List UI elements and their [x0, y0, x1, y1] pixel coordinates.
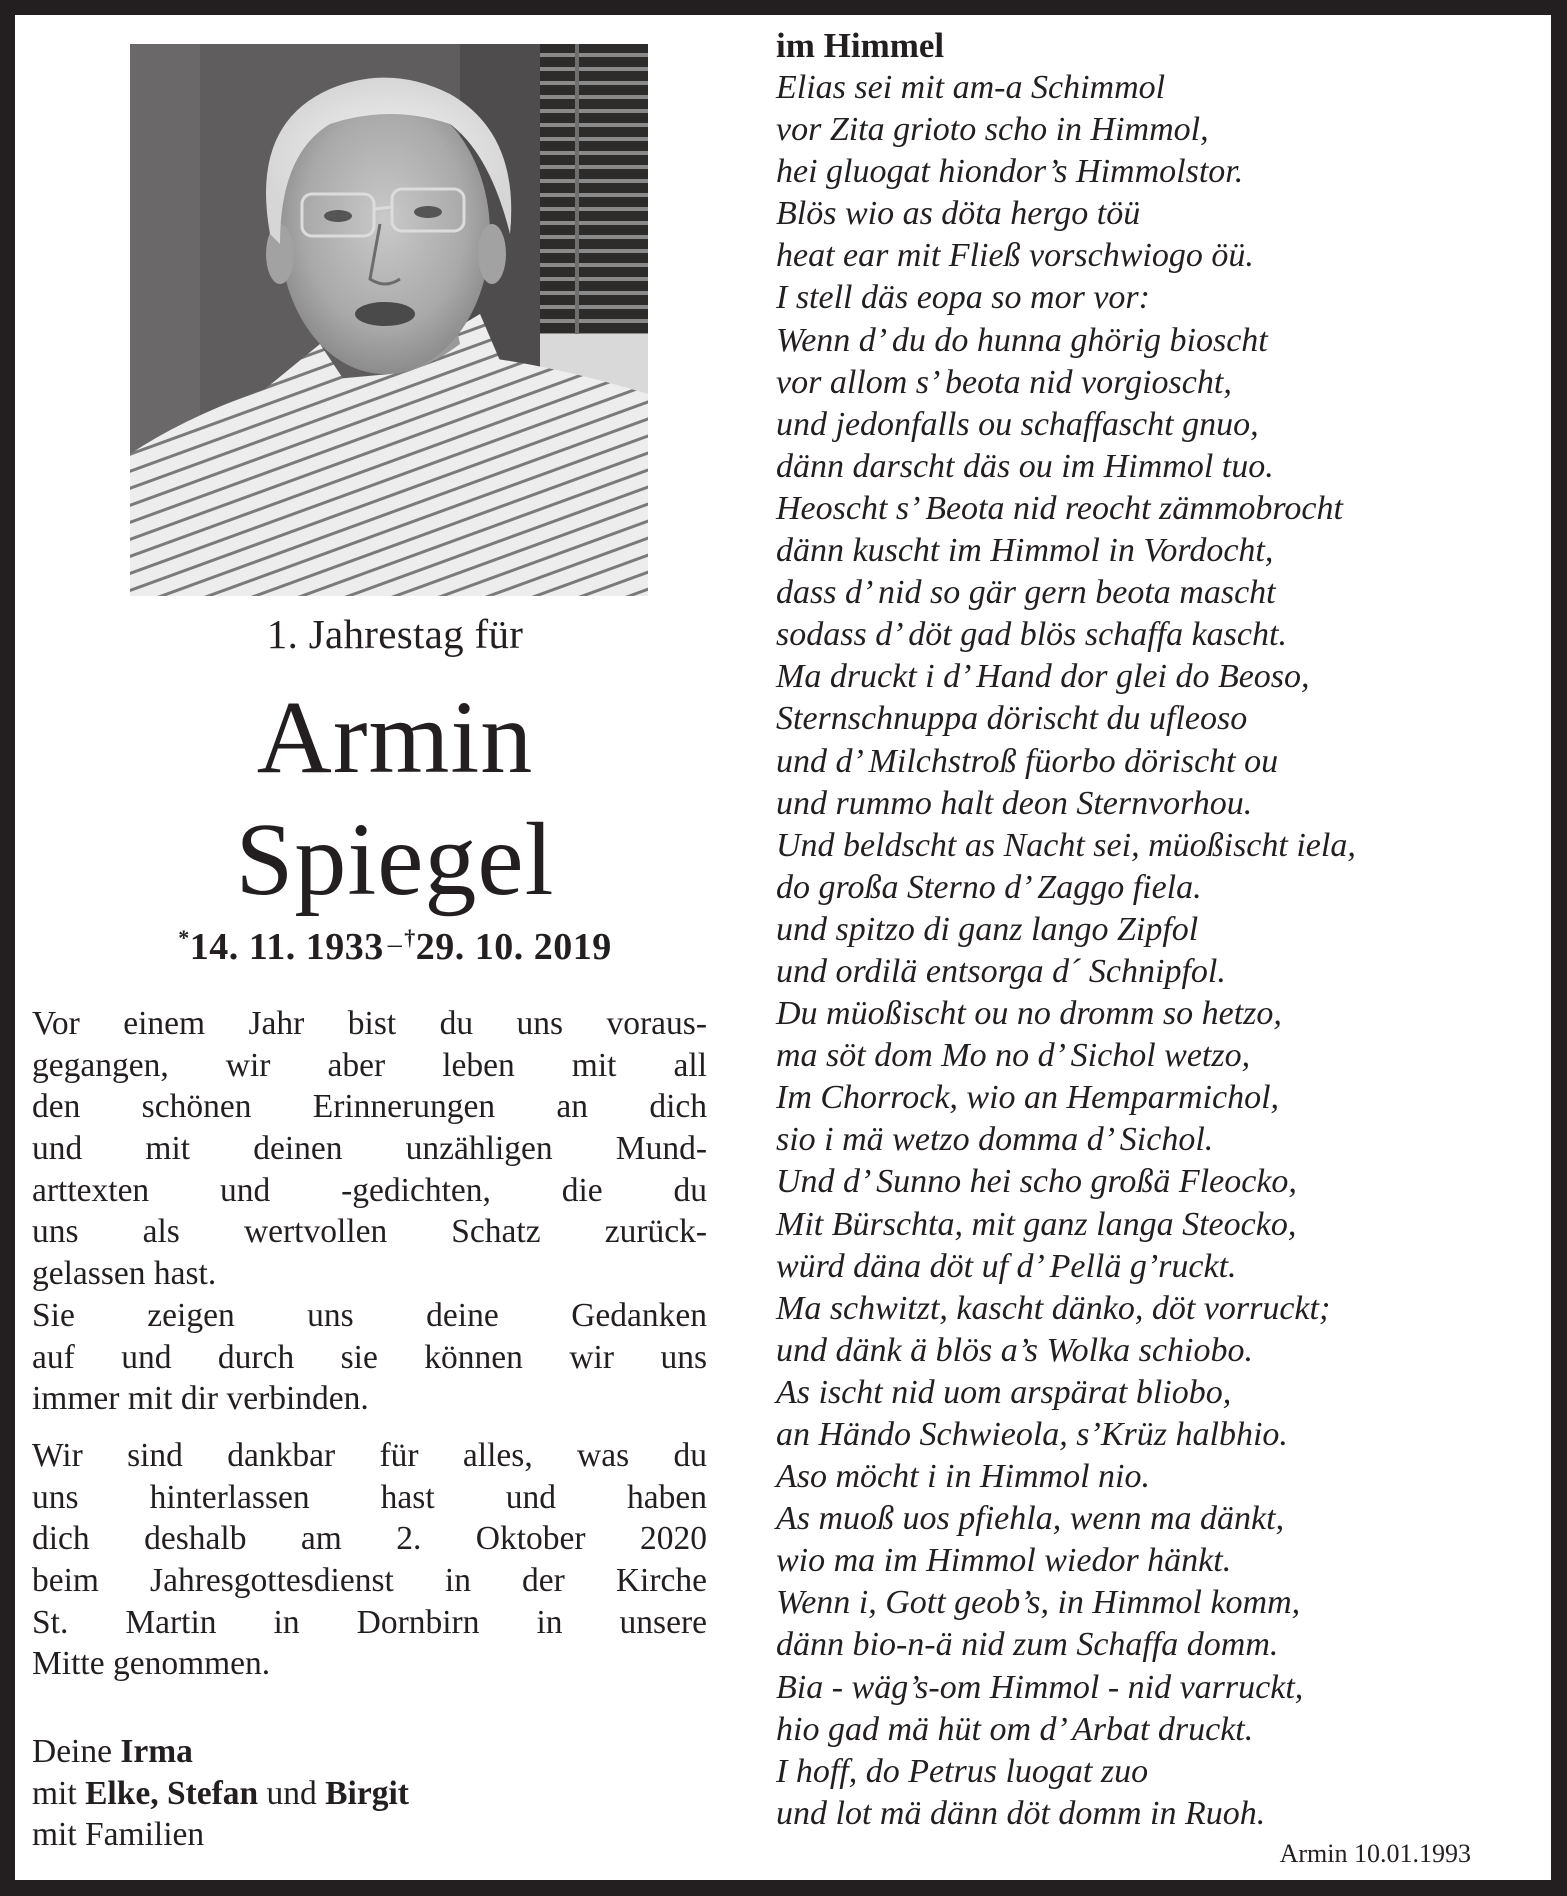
- obituary-page: [15, 15, 1551, 1880]
- poem-line: dass d’ nid so gär gern beota mascht: [776, 574, 1276, 612]
- birth-star-icon: *: [178, 925, 190, 950]
- text-line: beim Jahresgottesdienst in der Kirche: [32, 1562, 707, 1600]
- poem-line: Und d’ Sunno hei scho großä Fleocko,: [776, 1163, 1297, 1201]
- poem-line: dänn darscht däs ou im Himmol tuo.: [776, 447, 1274, 485]
- poem-line: an Händo Schwieola, s’Krüz halbhio.: [776, 1416, 1288, 1453]
- text-line: Mitte genommen.: [32, 1645, 271, 1683]
- poem-line: Ma schwitzt, kascht dänko, döt vorruckt;: [776, 1289, 1331, 1327]
- poem-line: Bia - wäg’s-om Himmol - nid varruckt,: [776, 1668, 1304, 1706]
- signoff-text: und: [258, 1774, 326, 1812]
- poem-line: As muoß uos pfiehla, wenn ma dänkt,: [776, 1500, 1285, 1538]
- portrait-image: [130, 44, 648, 596]
- text-line: Sie zeigen uns deine Gedanken: [32, 1296, 707, 1334]
- poem-title: im Himmel: [776, 26, 945, 65]
- signoff-line-2: [32, 1773, 409, 1815]
- portrait-photo: [130, 44, 648, 596]
- birth-date: 14. 11. 1933: [189, 926, 384, 968]
- poem-line: I stell däs eopa so mor vor:: [776, 279, 1150, 317]
- poem-line: und ordilä entsorga d´ Schnipfol.: [776, 952, 1226, 990]
- text-line: und mit deinen unzähligen Mund-: [32, 1130, 707, 1168]
- signoff-line-3: mit Familien: [32, 1816, 205, 1853]
- signoff-name-birgit: Birgit: [325, 1774, 409, 1812]
- poem-line: Und beldscht as Nacht sei, müoßischt iela,: [776, 826, 1356, 864]
- poem-line: Sternschnuppa dörischt du ufleoso: [776, 700, 1248, 738]
- poem-line: I hoff, do Petrus luogat zuo: [776, 1752, 1149, 1790]
- poem-line: As ischt nid uom arspärat bliobo,: [776, 1373, 1232, 1411]
- poem-line: Mit Bürschta, mit ganz langa Steocko,: [776, 1205, 1297, 1243]
- life-dates: [85, 915, 705, 970]
- poem-line: Blös wio as döta hergo töü: [776, 195, 1141, 233]
- text-line: den schönen Erinnerungen an dich: [32, 1088, 707, 1126]
- poem-line: Heoscht s’ Beota nid reocht zämmobrocht: [776, 489, 1343, 527]
- poem-line: vor Zita grioto scho in Himmol,: [776, 111, 1209, 149]
- poem-line: würd däna döt uf d’ Pellä g’ruckt.: [776, 1247, 1237, 1285]
- signoff-names-children: Elke, Stefan: [85, 1774, 259, 1812]
- signoff-name-irma: Irma: [120, 1733, 193, 1770]
- poem-line: Du müoßischt ou no dromm so hetzo,: [776, 995, 1282, 1033]
- poem-signature: Armin 10.01.1993: [1279, 1839, 1471, 1868]
- poem-line: heat ear mit Fließ vorschwiogo öü.: [776, 237, 1254, 275]
- text-line: Vor einem Jahr bist du uns voraus-: [32, 1005, 707, 1042]
- poem-line: und rummo halt deon Sternvorhou.: [776, 784, 1253, 822]
- poem-line: Wenn i, Gott geob’s, in Himmol komm,: [776, 1584, 1301, 1622]
- poem-line: sio i mä wetzo domma d’ Sichol.: [776, 1121, 1214, 1159]
- poem-line: Im Chorrock, wio an Hemparmichol,: [776, 1079, 1280, 1117]
- poem-line: und d’ Milchstroß füorbo dörischt ou: [776, 742, 1279, 780]
- poem-line: und spitzo di ganz lango Zipfol: [776, 910, 1199, 948]
- text-line: gelassen hast.: [32, 1255, 217, 1293]
- first-name: Armin: [256, 680, 534, 795]
- signoff-text: mit: [32, 1774, 86, 1812]
- memorial-paragraph-1: [32, 1003, 707, 1420]
- date-separator: –: [387, 929, 403, 960]
- text-line: gegangen, wir aber leben mit all: [32, 1046, 707, 1084]
- anniversary-label: 1. Jahrestag für: [266, 611, 524, 657]
- text-line: arttexten und -gedichten, die du: [32, 1171, 707, 1209]
- signoff-text: Deine: [32, 1733, 121, 1770]
- poem-line: wio ma im Himmol wiedor hänkt.: [776, 1542, 1232, 1580]
- poem-line: vor allom s’ beota nid vorgioscht,: [776, 363, 1232, 401]
- poem-line: hei gluogat hiondor’s Himmolstor.: [776, 153, 1244, 191]
- poem-line: Wenn d’ du do hunna ghörig bioscht: [776, 321, 1268, 359]
- family-signoff: [32, 1731, 409, 1856]
- poem-line: und jedonfalls ou schaffascht gnuo,: [776, 405, 1259, 443]
- text-line: uns hinterlassen hast und haben: [32, 1478, 707, 1516]
- death-cross-icon: †: [404, 925, 416, 950]
- poem-line: Elias sei mit am-a Schimmol: [776, 69, 1166, 106]
- text-line: uns als wertvollen Schatz zurück-: [32, 1213, 707, 1251]
- poem-lines: [776, 67, 1536, 1835]
- poem-line: Ma druckt i d’ Hand dor glei do Beoso,: [776, 658, 1310, 696]
- signoff-line-1: [32, 1731, 409, 1773]
- poem-line: hio gad mä hüt om d’ Arbat druckt.: [776, 1710, 1254, 1748]
- last-name: Spiegel: [235, 802, 555, 917]
- text-line: Wir sind dankbar für alles, was du: [32, 1437, 707, 1474]
- poem-line: dänn kuscht im Himmol in Vordocht,: [776, 532, 1274, 570]
- poem-line: und dänk ä blös a’s Wolka schiobo.: [776, 1331, 1253, 1369]
- text-line: St. Martin in Dornbirn in unsere: [32, 1603, 707, 1641]
- memorial-paragraph-2: [32, 1435, 707, 1685]
- poem-line: sodass d’ döt gad blös schaffa kascht.: [776, 616, 1287, 654]
- poem-line: do großa Sterno d’ Zaggo fiela.: [776, 868, 1202, 906]
- poem-line: ma söt dom Mo no d’ Sichol wetzo,: [776, 1037, 1251, 1075]
- poem: [776, 25, 1536, 1835]
- text-line: immer mit dir verbinden.: [32, 1380, 369, 1418]
- poem-line: und lot mä dänn döt domm in Ruoh.: [776, 1794, 1266, 1832]
- death-date: 29. 10. 2019: [415, 926, 612, 968]
- poem-line: dänn bio-n-ä nid zum Schaffa domm.: [776, 1626, 1279, 1664]
- text-line: dich deshalb am 2. Oktober 2020: [32, 1520, 707, 1558]
- poem-line: Aso möcht i in Himmol nio.: [776, 1458, 1150, 1496]
- text-line: auf und durch sie können wir uns: [32, 1338, 707, 1376]
